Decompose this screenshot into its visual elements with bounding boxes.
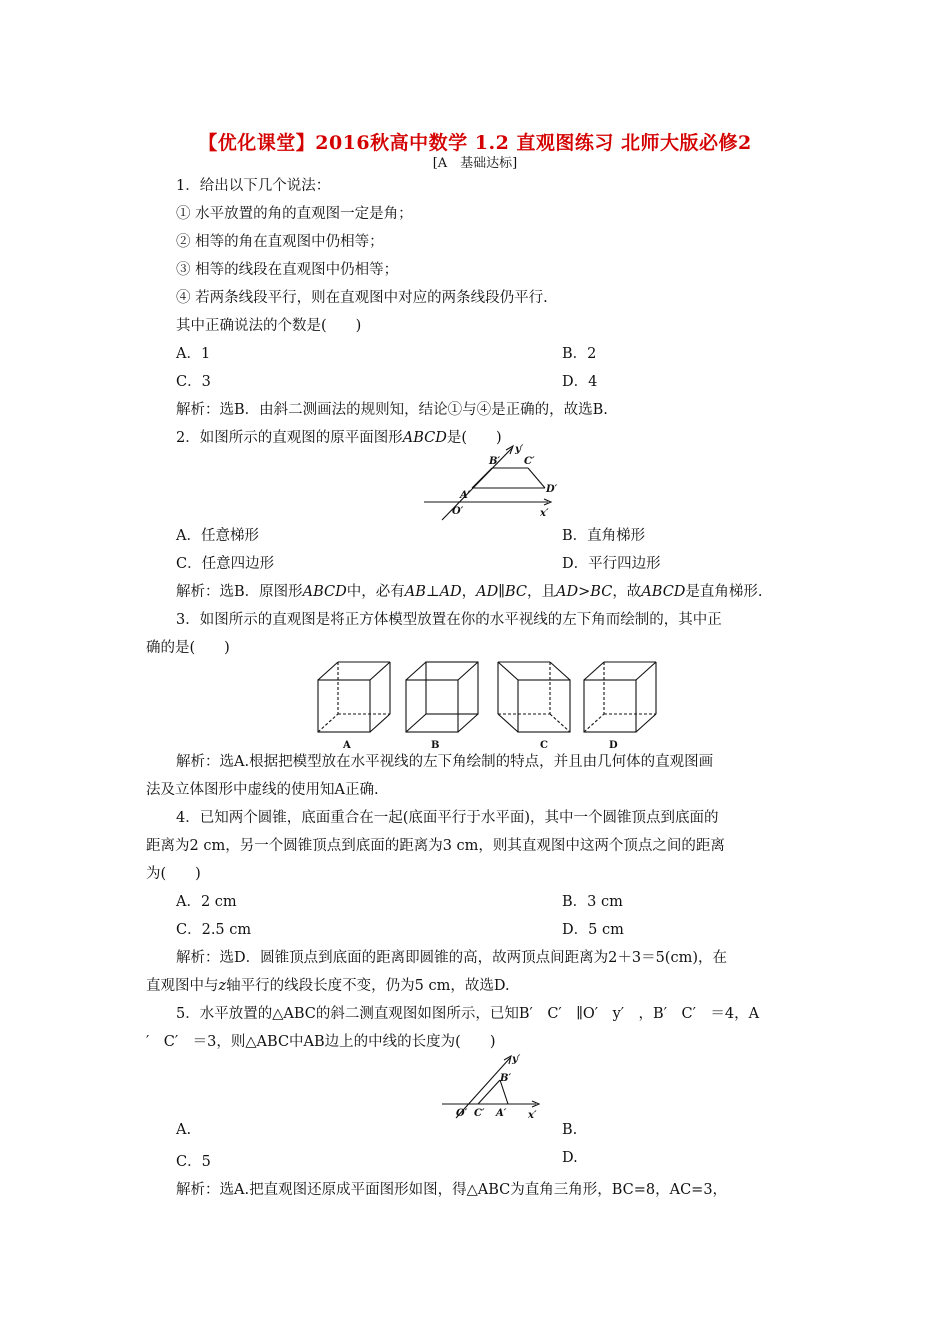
q2-option-b: B．直角梯形 [562, 528, 646, 544]
q2-answer-text: ，且 [527, 584, 557, 600]
q5-option-b: B. [562, 1122, 578, 1138]
cube-d [584, 662, 656, 732]
q3-cubes-figure [312, 656, 668, 752]
q2-stem-text-end: 是( ) [446, 430, 502, 446]
section-heading: [A 基础达标] [432, 156, 518, 171]
q2-label-a: A′ [460, 490, 471, 501]
q4-answer-text-end: 轴平行的线段长度不变，仍为5 cm，故选D. [226, 978, 510, 994]
q2-label-y: y′ [515, 444, 524, 455]
q2-answer-var: BC [504, 584, 528, 600]
cube-a [318, 662, 390, 732]
q2-answer-var: BC [590, 584, 613, 600]
q4-option-a: A．2 cm [176, 894, 237, 910]
q2-label-d: D′ [546, 484, 558, 495]
q5-option-c: C．5 [176, 1154, 211, 1170]
q5-stem-line-2: ′ C′ ＝3，则△ABC中AB边上的中线的长度为( ) [146, 1034, 496, 1050]
q5-label-a: A′ [496, 1108, 507, 1119]
q1-answer: 解析：选B．由斜二测画法的规则知，结论①与④是正确的，故选B. [176, 402, 608, 418]
q5-option-a: A. [176, 1122, 192, 1138]
q4-answer-line-1: 解析：选D．圆锥顶点到底面的距离即圆锥的高，故两顶点间距离为2＋3＝5(cm)，在 [176, 950, 727, 966]
q5-option-d: D. [562, 1150, 578, 1166]
q2-answer-var: AB [404, 584, 426, 600]
q3-stem-line-2: 确的是( ) [146, 640, 230, 656]
q1-option-b: B．2 [562, 346, 597, 362]
q3-stem-line-1: 3．如图所示的直观图是将正方体模型放置在你的水平视线的左下角而绘制的，其中正 [176, 612, 722, 628]
q4-answer-text: 直观图中与 [146, 978, 219, 994]
q2-label-c: C′ [524, 456, 535, 467]
q4-option-c: C．2.5 cm [176, 922, 252, 938]
q1-stem: 1．给出以下几个说法： [176, 178, 331, 194]
q3-label-b: B [431, 740, 440, 751]
q4-answer-var: z [218, 978, 227, 994]
q3-answer-line-1: 解析：选A.根据把模型放在水平视线的左下角绘制的特点，并且由几何体的直观图画 [176, 754, 714, 770]
q2-answer-text: ，故 [612, 584, 642, 600]
q2-answer-var: ABCD [641, 584, 686, 600]
q2-answer [176, 580, 763, 601]
q2-label-o: O′ [452, 506, 464, 517]
q1-option-d: D．4 [562, 374, 598, 390]
q4-option-b: B．3 cm [562, 894, 623, 910]
q1-item-1: ① 水平放置的角的直观图一定是角； [176, 206, 413, 222]
q4-stem-line-1: 4．已知两个圆锥，底面重合在一起(底面平行于水平面)，其中一个圆锥顶点到底面的 [176, 810, 719, 826]
q3-label-d: D [609, 740, 618, 751]
q2-stem-text: 2．如图所示的直观图的原平面图形 [176, 430, 403, 446]
document-title: 【优化课堂】2016秋高中数学 1.2 直观图练习 北师大版必修2 [198, 132, 752, 154]
q2-answer-var: AD [439, 584, 462, 600]
q2-answer-text: 解析：选B．原图形 [176, 584, 303, 600]
q4-stem-line-2: 距离为2 cm，另一个圆锥顶点到底面的距离为3 cm，则其直观图中这两个顶点之间的距离 [146, 838, 725, 854]
cube-b [406, 662, 478, 732]
q5-label-x: x′ [528, 1110, 537, 1121]
q5-label-y: y′ [512, 1054, 521, 1065]
q2-label-b: B′ [489, 456, 501, 467]
q2-answer-var: AD [476, 584, 499, 600]
q5-label-b: B′ [500, 1073, 512, 1084]
q5-triangle-figure [438, 1052, 542, 1122]
q1-item-3: ③ 相等的线段在直观图中仍相等； [176, 262, 399, 278]
q2-answer-var: ABCD [302, 584, 347, 600]
cube-c [498, 662, 570, 732]
q5-answer: 解析：选A.把直观图还原成平面图形如图，得△ABC为直角三角形，BC=8，AC=3， [176, 1182, 728, 1198]
q1-option-c: C．3 [176, 374, 211, 390]
q2-option-d: D．平行四边形 [562, 556, 661, 572]
q1-item-4: ④ 若两条线段平行，则在直观图中对应的两条线段仍平行. [176, 290, 548, 306]
q5-label-c: C′ [474, 1108, 485, 1119]
q1-option-a: A．1 [176, 346, 211, 362]
q2-label-x: x′ [540, 508, 549, 519]
q5-stem-line-1: 5．水平放置的△ABC的斜二测直观图如图所示，已知B′ C′ ∥O′ y′ ，B′ C′ ＝4，A [176, 1006, 760, 1022]
q3-label-a: A [343, 740, 351, 751]
q5-label-o: O′ [456, 1108, 468, 1119]
q2-answer-text: ， [461, 584, 477, 600]
q2-option-a: A．任意梯形 [176, 528, 259, 544]
q2-answer-var: AD [556, 584, 579, 600]
q3-label-c: C [540, 740, 548, 751]
q4-answer-line-2 [146, 974, 510, 995]
q2-answer-text: > [578, 584, 591, 600]
q4-option-d: D．5 cm [562, 922, 624, 938]
q1-item-2: ② 相等的角在直观图中仍相等； [176, 234, 384, 250]
q2-option-c: C．任意四边形 [176, 556, 275, 572]
q2-answer-text: ∥ [498, 584, 505, 600]
q2-answer-text: ⊥ [425, 584, 440, 600]
q2-answer-text: 中，必有 [346, 584, 405, 600]
q2-trapezoid-figure [420, 440, 570, 522]
q2-answer-text: 是直角梯形. [685, 584, 763, 600]
q4-stem-line-3: 为( ) [146, 866, 201, 882]
q1-ask: 其中正确说法的个数是( ) [176, 318, 362, 334]
q3-answer-line-2: 法及立体图形中虚线的使用知A正确. [146, 782, 379, 798]
q2-stem-variable: ABCD [402, 430, 447, 446]
